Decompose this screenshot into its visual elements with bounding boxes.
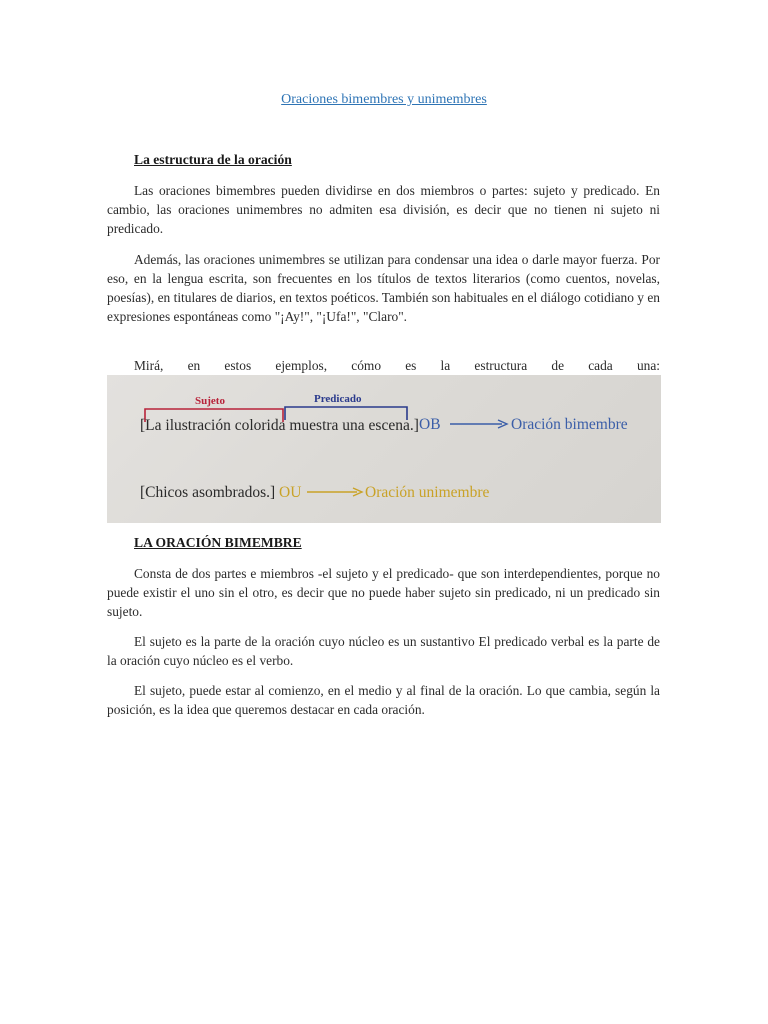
paragraph-3-text: Mirá, en estos ejemplos, cómo es la estructura de cada una: [134,358,660,373]
paragraph-4 [107,564,660,621]
paragraph-1 [107,181,660,238]
result-unimembre: Oración unimembre [365,484,490,501]
paragraph-5 [107,632,660,670]
predicado-label: Predicado [314,393,362,405]
paragraph-2-text: Además, las oraciones unimembres se utilizan para condensar una idea o darle mayor fuerza. Por eso, en la lengua escrita, son frecuentes en los títulos de textos literarios (como cuentos, novelas, poesías), en titulares de diarios, en textos poéticos. También son habituales en el diálogo cotidiano y en expresiones espontáneas como "¡Ay!", "¡Ufa!", "Claro". [107,252,660,324]
paragraph-1-text: Las oraciones bimembres pueden dividirse en dos miembros o partes: sujeto y predicado. En cambio, las oraciones unimembres no admiten esa división, es decir que no tienen ni sujeto ni predicado. [107,183,660,236]
paragraph-2 [107,250,660,326]
paragraph-6-text: El sujeto, puede estar al comienzo, en el medio y al final de la oración. Lo que cambia, según la posición, es la idea que queremos destacar en cada oración. [107,683,660,717]
section-heading-bimembre: LA ORACIÓN BIMEMBRE [134,535,302,550]
section-heading-estructura: La estructura de la oración [134,152,292,167]
document-title: Oraciones bimembres y unimembres [281,92,487,107]
paragraph-5-text: El sujeto es la parte de la oración cuyo núcleo es un sustantivo El predicado verbal es la parte de la oración cuyo núcleo es el verbo. [107,634,660,668]
result-bimembre: Oración bimembre [511,416,628,433]
sujeto-label: Sujeto [195,395,225,407]
paragraph-4-text: Consta de dos partes e miembros -el sujeto y el predicado- que son interdependientes, porque no puede existir el uno sin el otro, es decir que no puede haber sujeto sin predicado, ni un predicado sin sujeto. [107,566,660,619]
paragraph-3 [107,356,660,375]
ob-tag: OB [419,416,441,433]
sentence-structure-diagram [107,375,661,523]
example-sentence-unimembre: [Chicos asombrados.] [140,484,276,501]
example-sentence-bimembre: [La ilustración colorida muestra una escena.] [140,417,419,434]
ou-tag: OU [279,484,302,501]
sentence-structure-figure [107,375,661,523]
paragraph-6 [107,681,660,719]
